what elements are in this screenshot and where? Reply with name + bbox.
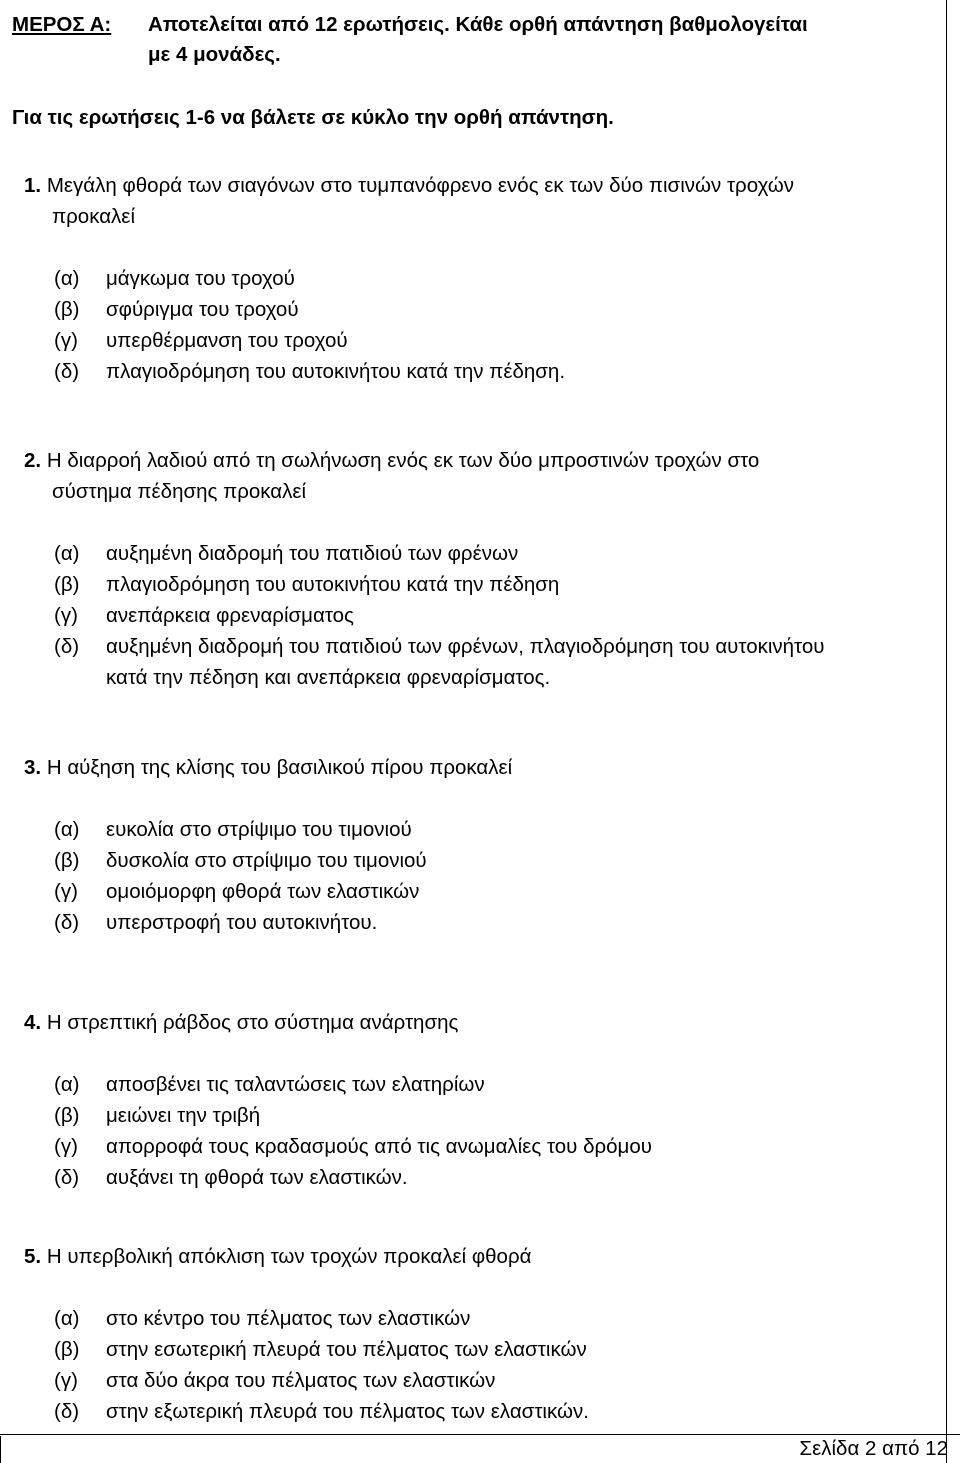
question-stem: Η αύξηση της κλίσης του βασιλικού πίρου προκαλεί: [46, 756, 513, 779]
option-text: αυξημένη διαδρομή του πατιδιού των φρένων, πλαγιοδρόμηση του αυτοκινήτου κατά την πέδηση και ανεπάρκεια φρεναρίσματος.: [106, 635, 825, 689]
option-letter: (β): [54, 573, 80, 596]
question-number: 3.: [24, 756, 42, 779]
option-b[interactable]: [54, 1100, 904, 1131]
option-letter: (γ): [54, 1135, 78, 1158]
option-c[interactable]: [54, 325, 904, 356]
question-number: 2.: [24, 449, 42, 472]
question-number: 5.: [24, 1245, 42, 1268]
section-label: ΜΕΡΟΣ Α:: [12, 13, 112, 36]
option-text: στην εξωτερική πλευρά του πέλματος των ελαστικών.: [106, 1400, 589, 1423]
section-header: [12, 10, 942, 70]
option-b[interactable]: [54, 1334, 904, 1365]
option-letter: (α): [54, 267, 80, 290]
section-description: Αποτελείται από 12 ερωτήσεις. Κάθε ορθή απάντηση βαθμολογείται: [148, 13, 808, 36]
option-text: αυξάνει τη φθορά των ελαστικών.: [106, 1166, 408, 1189]
question-5: [24, 1241, 904, 1427]
option-a[interactable]: [54, 1303, 904, 1334]
option-letter: (β): [54, 298, 80, 321]
page-frame-left-footer: [0, 1436, 1, 1463]
option-d[interactable]: [54, 356, 904, 387]
option-b[interactable]: [54, 845, 904, 876]
question-stem-cont: προκαλεί: [52, 205, 136, 228]
option-a[interactable]: [54, 538, 904, 569]
option-letter: (γ): [54, 329, 78, 352]
option-letter: (β): [54, 849, 80, 872]
option-letter: (α): [54, 1307, 80, 1330]
options-list: [24, 1303, 904, 1427]
question-number: 1.: [24, 174, 42, 197]
option-letter: (α): [54, 818, 80, 841]
option-d[interactable]: [54, 1396, 904, 1427]
question-stem: Μεγάλη φθορά των σιαγόνων στο τυμπανόφρενο ενός εκ των δύο πισινών τροχών: [46, 174, 795, 197]
option-text: ομοιόμορφη φθορά των ελαστικών: [106, 880, 420, 903]
question-stem-cont: σύστημα πέδησης προκαλεί: [52, 480, 307, 503]
option-letter: (δ): [54, 911, 80, 934]
option-letter: (α): [54, 542, 80, 565]
options-list: [24, 814, 904, 938]
option-text: πλαγιοδρόμηση του αυτοκινήτου κατά την πέδηση.: [106, 360, 566, 383]
option-text: σφύριγμα του τροχού: [106, 298, 299, 321]
option-text: ευκολία στο στρίψιμο του τιμονιού: [106, 818, 412, 841]
option-text: δυσκολία στο στρίψιμο του τιμονιού: [106, 849, 427, 872]
option-letter: (δ): [54, 1400, 80, 1423]
option-a[interactable]: [54, 1069, 904, 1100]
option-b[interactable]: [54, 294, 904, 325]
option-letter: (γ): [54, 1369, 78, 1392]
option-c[interactable]: [54, 876, 904, 907]
option-letter: (α): [54, 1073, 80, 1096]
question-stem: Η διαρροή λαδιού από τη σωλήνωση ενός εκ των δύο μπροστινών τροχών στο: [46, 449, 760, 472]
option-c[interactable]: [54, 1365, 904, 1396]
option-text: στο κέντρο του πέλματος των ελαστικών: [106, 1307, 471, 1330]
option-letter: (γ): [54, 604, 78, 627]
instructions: Για τις ερωτήσεις 1-6 να βάλετε σε κύκλο την ορθή απάντηση.: [12, 106, 614, 129]
page-frame-right: [946, 0, 947, 1463]
option-text: στα δύο άκρα του πέλματος των ελαστικών: [106, 1369, 496, 1392]
options-list: [24, 538, 904, 693]
option-c[interactable]: [54, 1131, 904, 1162]
question-stem: Η υπερβολική απόκλιση των τροχών προκαλεί φθορά: [46, 1245, 532, 1268]
option-text: αποσβένει τις ταλαντώσεις των ελατηρίων: [106, 1073, 485, 1096]
option-letter: (δ): [54, 360, 80, 383]
option-d[interactable]: [54, 631, 904, 693]
question-1: [24, 170, 904, 387]
option-text: μάγκωμα του τροχού: [106, 267, 295, 290]
question-4: [24, 1007, 904, 1193]
option-a[interactable]: [54, 814, 904, 845]
option-letter: (δ): [54, 1166, 80, 1189]
option-text: υπερθέρμανση του τροχού: [106, 329, 348, 352]
option-letter: (γ): [54, 880, 78, 903]
option-text: μειώνει την τριβή: [106, 1104, 261, 1127]
option-b[interactable]: [54, 569, 904, 600]
question-stem: Η στρεπτική ράβδος στο σύστημα ανάρτησης: [46, 1011, 459, 1034]
options-list: [24, 1069, 904, 1193]
question-3: [24, 752, 904, 938]
option-letter: (δ): [54, 635, 80, 658]
option-text: στην εσωτερική πλευρά του πέλματος των ελαστικών: [106, 1338, 587, 1361]
footer-rule: [0, 1434, 960, 1435]
section-description-cont: με 4 μονάδες.: [148, 43, 281, 66]
option-letter: (β): [54, 1338, 80, 1361]
option-d[interactable]: [54, 1162, 904, 1193]
option-text: ανεπάρκεια φρεναρίσματος: [106, 604, 354, 627]
option-d[interactable]: [54, 907, 904, 938]
option-a[interactable]: [54, 263, 904, 294]
options-list: [24, 263, 904, 387]
option-text: υπερστροφή του αυτοκινήτου.: [106, 911, 378, 934]
option-c[interactable]: [54, 600, 904, 631]
option-text: απορροφά τους κραδασμούς από τις ανωμαλίες του δρόμου: [106, 1135, 652, 1158]
question-2: [24, 445, 904, 693]
option-text: αυξημένη διαδρομή του πατιδιού των φρένων: [106, 542, 519, 565]
option-text: πλαγιοδρόμηση του αυτοκινήτου κατά την πέδηση: [106, 573, 560, 596]
page-number: Σελίδα 2 από 12: [799, 1437, 948, 1460]
option-letter: (β): [54, 1104, 80, 1127]
question-number: 4.: [24, 1011, 42, 1034]
